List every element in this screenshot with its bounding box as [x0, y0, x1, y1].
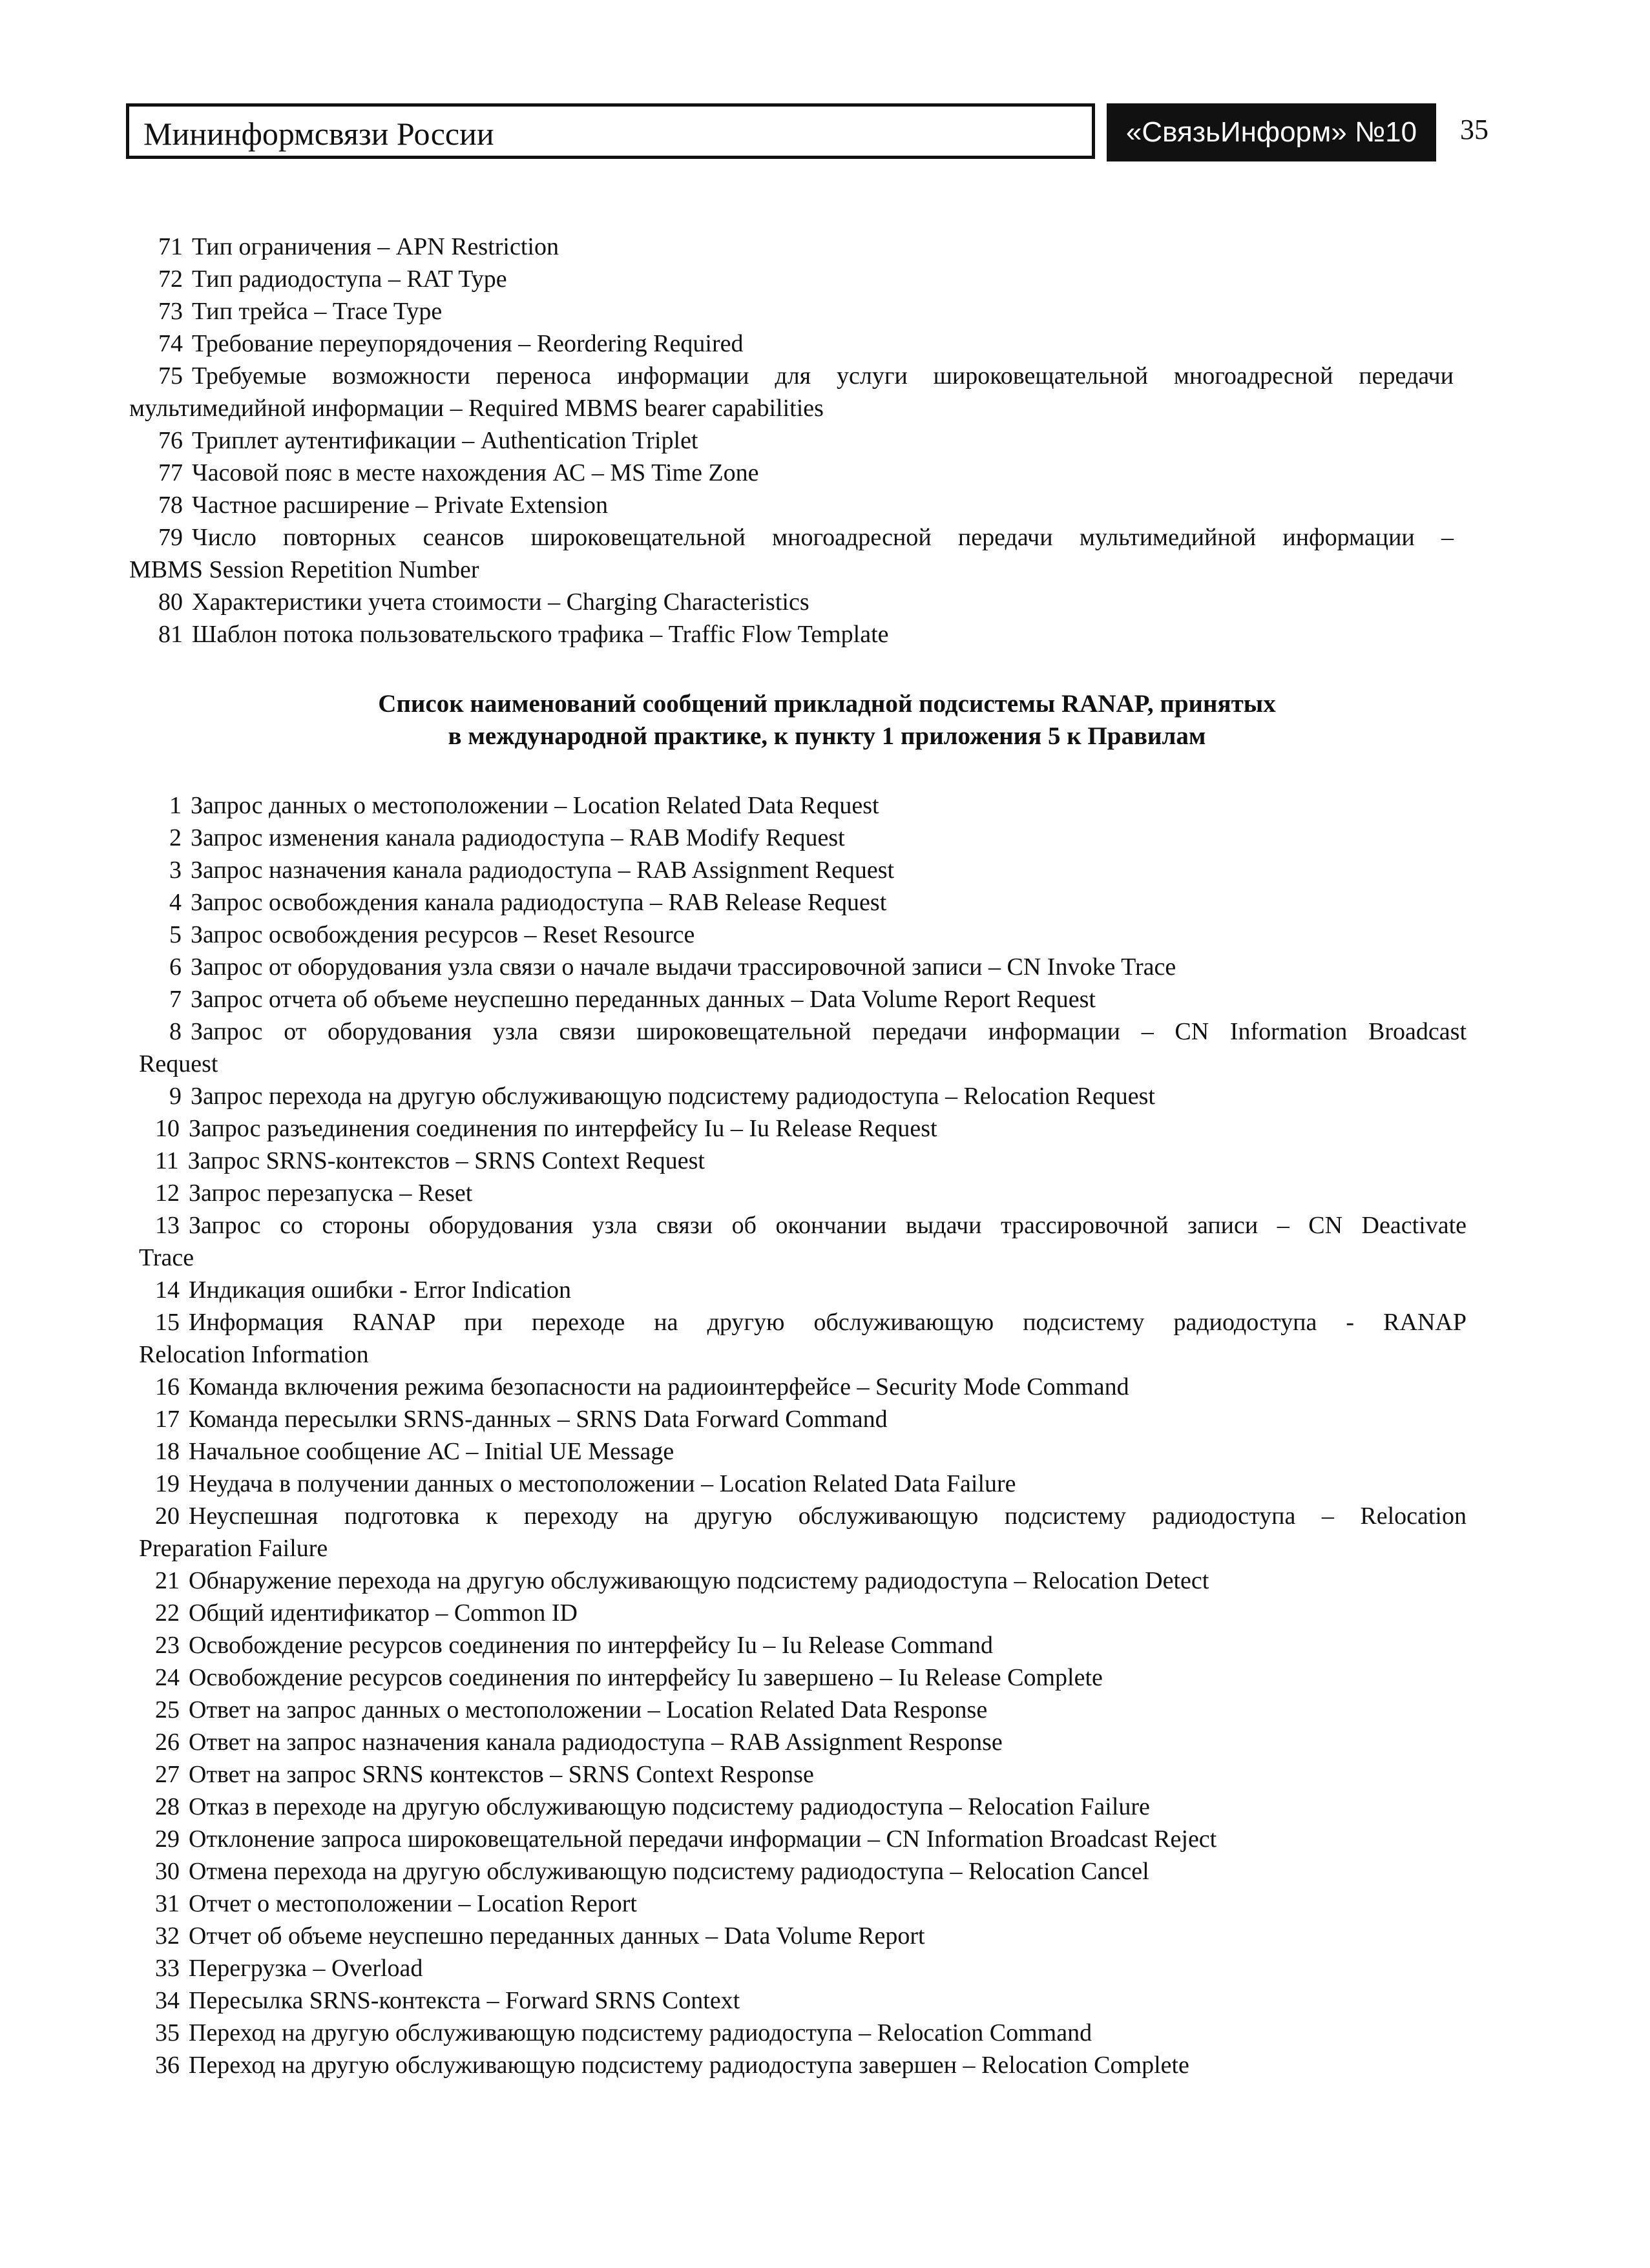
list-item: 5 Запрос освобождения ресурсов – Reset Resource	[169, 921, 695, 948]
list-item: 75 Требуемые возможности переноса информации для услуги широковещательной многоадресной передачи	[158, 362, 1454, 390]
list-item: 34 Пересылка SRNS-контекста – Forward SRNS Context	[155, 1987, 740, 2014]
list-item: 27 Ответ на запрос SRNS контекстов – SRNS Context Response	[155, 1761, 814, 1788]
list-item: 78 Частное расширение – Private Extension	[158, 492, 609, 519]
list-item: 73 Тип трейса – Trace Type	[158, 298, 443, 325]
list-item: 33 Перегрузка – Overload	[155, 1955, 423, 1982]
list-item-continuation: Request	[139, 1050, 218, 1077]
list-item-continuation: Preparation Failure	[139, 1535, 328, 1562]
list-item: 36 Переход на другую обслуживающую подсистему радиодоступа завершен – Relocation Complete	[155, 2052, 1189, 2079]
list-item: 17 Команда пересылки SRNS-данных – SRNS Data Forward Command	[155, 1406, 888, 1433]
list-item: 24 Освобождение ресурсов соединения по интерфейсу Iu завершено – Iu Release Complete	[155, 1664, 1103, 1691]
list-item: 32 Отчет об объеме неуспешно переданных данных – Data Volume Report	[155, 1922, 925, 1950]
list-item: 31 Отчет о местоположении – Location Report	[155, 1890, 637, 1917]
list-item: 77 Часовой пояс в месте нахождения АС – MS Time Zone	[158, 459, 759, 486]
list-item: 16 Команда включения режима безопасности на радиоинтерфейсе – Security Mode Command	[155, 1373, 1129, 1400]
list-item: 6 Запрос от оборудования узла связи о начале выдачи трассировочной записи – CN Invoke Trace	[169, 953, 1176, 981]
list-item: 13 Запрос со стороны оборудования узла связи об окончании выдачи трассировочной записи – CN Deactivate	[155, 1212, 1467, 1239]
list-item: 74 Требование переупорядочения – Reordering Required	[158, 330, 744, 357]
list-item: 30 Отмена перехода на другую обслуживающую подсистему радиодоступа – Relocation Cancel	[155, 1858, 1149, 1885]
list-item: 81 Шаблон потока пользовательского трафика – Traffic Flow Template	[158, 621, 889, 648]
page-number: 35	[1460, 114, 1488, 145]
list-item: 76 Триплет аутентификации – Authentication Triplet	[158, 427, 698, 454]
list-item: 79 Число повторных сеансов широковещательной многоадресной передачи мультимедийной информации –	[158, 524, 1454, 551]
list-item: 20 Неуспешная подготовка к переходу на другую обслуживающую подсистему радиодоступа – Relocation	[155, 1503, 1467, 1530]
list-item: 25 Ответ на запрос данных о местоположении – Location Related Data Response	[155, 1696, 988, 1723]
list-item: 22 Общий идентификатор – Common ID	[155, 1599, 578, 1627]
section-heading: Список наименований сообщений прикладной подсистемы RANAP, принятых	[378, 690, 1276, 718]
list-item: 71 Тип ограничения – APN Restrіction	[158, 233, 559, 260]
list-item-continuation: Trace	[139, 1244, 194, 1271]
list-item: 19 Неудача в получении данных о местоположении – Location Related Data Failure	[155, 1470, 1016, 1497]
journal-tab: «СвязьИнформ» №10	[1107, 103, 1436, 161]
list-item: 2 Запрос изменения канала радиодоступа – RAB Modify Request	[169, 824, 845, 851]
list-item: 29 Отклонение запроса широковещательной передачи информации – CN Information Broadcast Reject	[155, 1826, 1217, 1853]
list-item: 3 Запрос назначения канала радиодоступа – RAB Assignment Request	[169, 857, 895, 884]
list-item: 7 Запрос отчета об объеме неуспешно переданных данных – Data Volume Report Request	[169, 986, 1096, 1013]
list-item: 9 Запрос перехода на другую обслуживающую подсистему радиодоступа – Relocation Request	[169, 1083, 1155, 1110]
list-item: 72 Тип радиодоступа – RAT Type	[158, 265, 507, 293]
list-item: 21 Обнаружение перехода на другую обслуживающую подсистему радиодоступа – Relocation Detect	[155, 1567, 1209, 1594]
list-item: 8 Запрос от оборудования узла связи широковещательной передачи информации – CN Information Broadcast	[169, 1018, 1467, 1045]
list-item: 15 Информация RANAP при переходе на другую обслуживающую подсистему радиодоступа - RANAP	[155, 1309, 1467, 1336]
header-box	[126, 103, 1095, 159]
list-item: 80 Характеристики учета стоимости – Charging Characteristics	[158, 588, 809, 616]
list-item: 14 Индикация ошибки - Error Indication	[155, 1276, 571, 1304]
list-item: 12 Запрос перезапуска – Reset	[155, 1180, 473, 1207]
list-item: 18 Начальное сообщение АС – Initial UE Message	[155, 1438, 674, 1465]
list-item-continuation: мультимедийной информации – Required MBMS bearer capabilities	[129, 395, 824, 422]
list-item-continuation: MBMS Session Repetition Number	[129, 556, 479, 583]
list-item: 28 Отказ в переходе на другую обслуживающую подсистему радиодоступа – Relocation Failure	[155, 1793, 1150, 1820]
list-item: 10 Запрос разъединения соединения по интерфейсу Iu – Iu Release Request	[155, 1115, 937, 1142]
section-heading: в международной практике, к пункту 1 приложения 5 к Правилам	[448, 722, 1206, 750]
list-item-continuation: Relocation Information	[139, 1341, 369, 1368]
list-item: 1 Запрос данных о местоположении – Location Related Data Request	[169, 792, 879, 819]
list-item: 4 Запрос освобождения канала радиодоступа – RAB Release Request	[169, 889, 887, 916]
header-title: Мининформсвязи России	[143, 116, 494, 152]
list-item: 23 Освобождение ресурсов соединения по интерфейсу Iu – Iu Release Command	[155, 1632, 994, 1659]
list-item: 35 Переход на другую обслуживающую подсистему радиодоступа – Relocation Command	[155, 2019, 1092, 2046]
list-item: 11 Запрос SRNS-контекстов – SRNS Context Request	[155, 1147, 705, 1174]
list-item: 26 Ответ на запрос назначения канала радиодоступа – RAB Assignment Response	[155, 1729, 1003, 1756]
